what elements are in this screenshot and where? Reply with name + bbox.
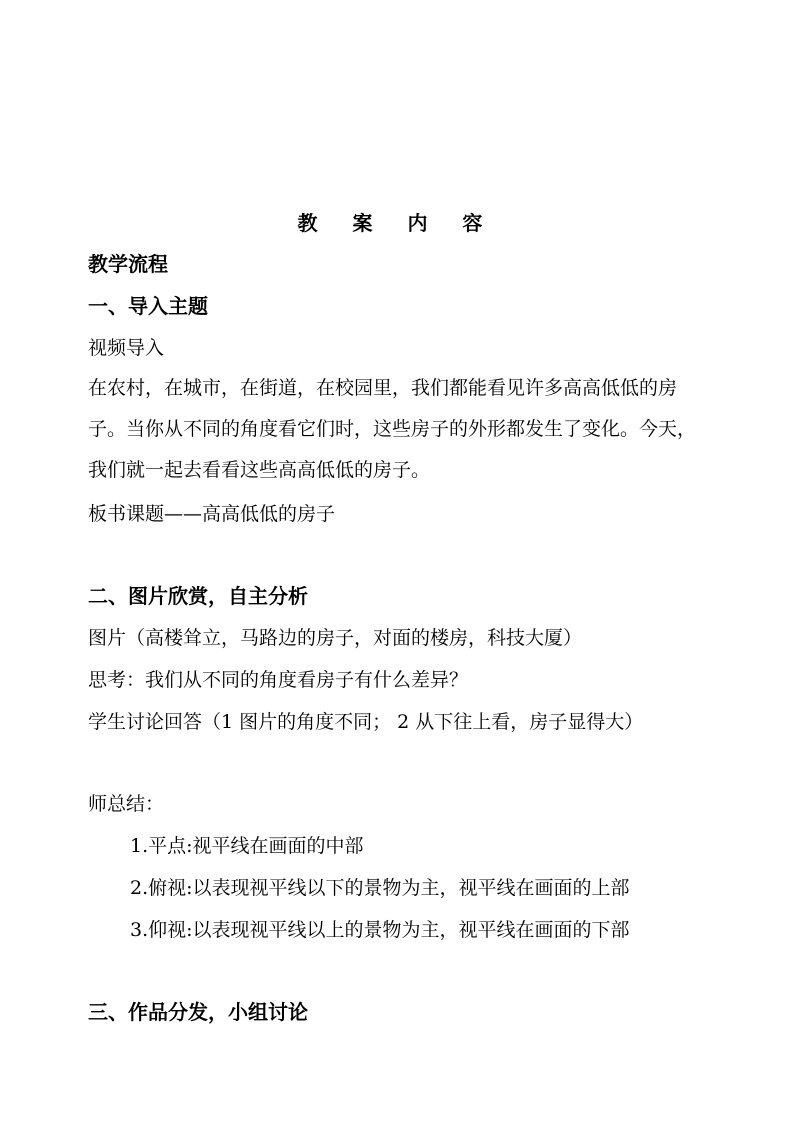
intro-paragraph: 在农村，在城市，在街道，在校园里，我们都能看见许多高高低低的房子。当你从不同的角度看它们时，这些房子的外形都发生了变化。今天，我们就一起去看看这些高高低低的房子。	[88, 377, 697, 481]
board-title-text: 板书课题——高高低低的房子	[88, 503, 336, 525]
summary-item-2: 2.俯视:以表现视平线以下的景物为主，视平线在画面的上部	[130, 877, 630, 899]
heading-work-distribution: 三、作品分发，小组讨论	[88, 1000, 308, 1024]
heading-import-topic: 一、导入主题	[88, 294, 208, 318]
summary-item-1: 1.平点:视平线在画面的中部	[130, 835, 364, 857]
video-intro-text: 视频导入	[88, 337, 165, 359]
section-teaching-flow: 教学流程	[88, 252, 168, 276]
heading-picture-appreciation: 二、图片欣赏，自主分析	[88, 584, 308, 608]
student-discussion-text: 学生讨论回答（1 图片的角度不同； 2 从下往上看，房子显得大）	[88, 711, 644, 733]
teacher-summary-label: 师总结：	[88, 793, 165, 815]
pictures-text: 图片（高楼耸立，马路边的房子，对面的楼房，科技大厦）	[88, 627, 583, 649]
document-title: 教 案 内 容	[297, 211, 497, 235]
summary-item-3: 3.仰视:以表现视平线以上的景物为主，视平线在画面的下部	[130, 919, 630, 941]
think-question: 思考：我们从不同的角度看房子有什么差异？	[88, 669, 469, 691]
